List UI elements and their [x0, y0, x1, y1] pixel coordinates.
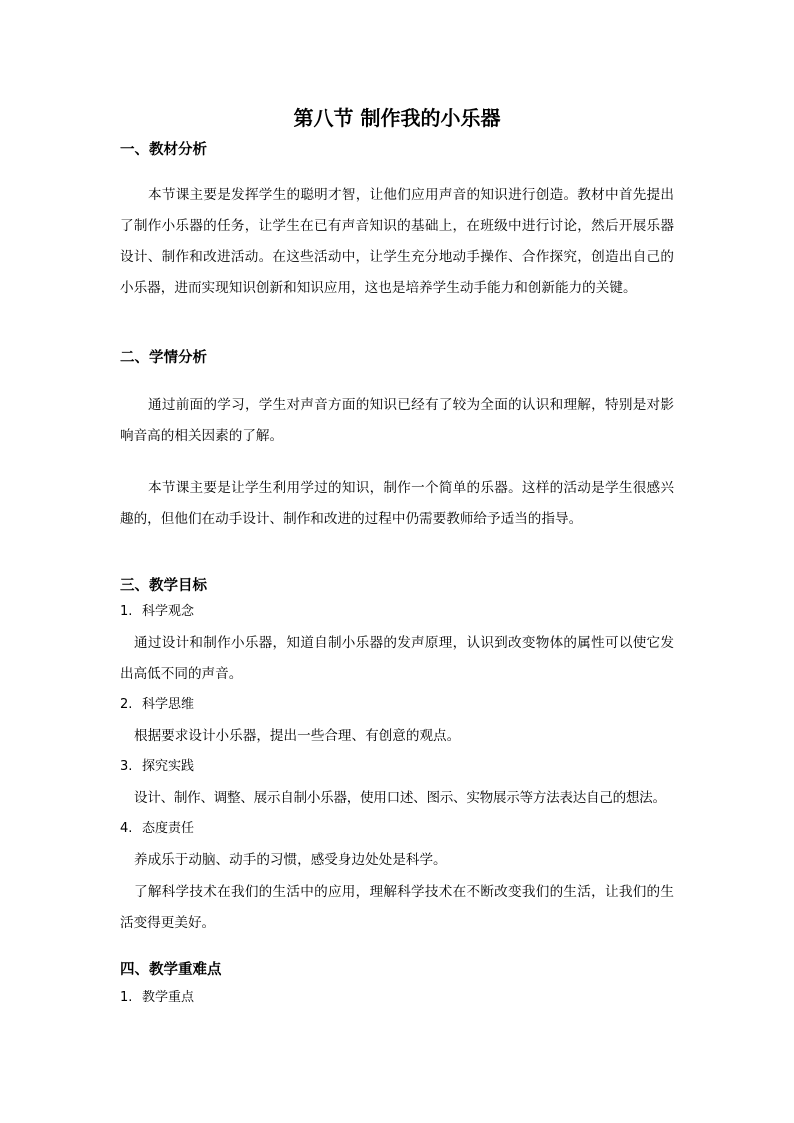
list-item-scientific-concept: [120, 602, 194, 622]
paragraph-inquiry-practice: 设计、制作、调整、展示自制小乐器，使用口述、图示、实物展示等方法表达自己的想法。: [134, 790, 666, 806]
list-item-label: 教学重点: [142, 990, 195, 1005]
paragraph-scientific-concept: 通过设计和制作小乐器，知道自制小乐器的发声原理，认识到改变物体的属性可以使它发出高低不同的声音。: [120, 635, 674, 682]
list-number: 1.: [120, 990, 133, 1005]
list-item-scientific-thinking: [120, 695, 194, 715]
paragraph-attitude-responsibility-1: 养成乐于动脑、动手的习惯，感受身边处处是科学。: [134, 852, 447, 868]
list-number: 2.: [120, 697, 133, 712]
paragraph-scientific-thinking: 根据要求设计小乐器，提出一些合理、有创意的观点。: [134, 728, 461, 744]
paragraph-student-analysis-2: 本节课主要是让学生利用学过的知识，制作一个简单的乐器。这样的活动是学生很感兴趣的，但他们在动手设计、制作和改进的过程中仍需要教师给予适当的指导。: [120, 480, 674, 527]
list-number: 1.: [120, 604, 133, 619]
list-number: 3.: [120, 759, 133, 774]
list-item-teaching-focus: [120, 988, 194, 1008]
page-title: 第八节 制作我的小乐器: [293, 106, 501, 130]
paragraph-student-analysis-1: 通过前面的学习，学生对声音方面的知识已经有了较为全面的认识和理解，特别是对影响音高的相关因素的了解。: [120, 397, 674, 444]
list-number: 4.: [120, 821, 133, 836]
section-heading-student-analysis: 二、学情分析: [120, 350, 207, 366]
list-item-label: 科学思维: [142, 697, 195, 712]
list-item-label: 科学观念: [142, 604, 195, 619]
list-item-attitude-responsibility: [120, 819, 194, 839]
list-item-label: 态度责任: [142, 821, 195, 836]
section-heading-key-difficult-points: 四、教学重难点: [120, 962, 222, 978]
section-heading-textbook-analysis: 一、教材分析: [120, 142, 207, 158]
paragraph-attitude-responsibility-2: 了解科学技术在我们的生活中的应用，理解科学技术在不断改变我们的生活，让我们的生活变得更美好。: [120, 884, 674, 931]
list-item-inquiry-practice: [120, 757, 194, 777]
paragraph-textbook-analysis: 本节课主要是发挥学生的聪明才智，让他们应用声音的知识进行创造。教材中首先提出了制作小乐器的任务，让学生在已有声音知识的基础上，在班级中进行讨论，然后开展乐器设计、制作和改进活动。在这些活动中，让学生充分地动手操作、合作探究，创造出自己的小乐器，进而实现知识创新和知识应用，这也是培养学生动手能力和创新能力的关键。: [120, 187, 674, 296]
list-item-label: 探究实践: [142, 759, 195, 774]
section-heading-teaching-goals: 三、教学目标: [120, 578, 207, 594]
